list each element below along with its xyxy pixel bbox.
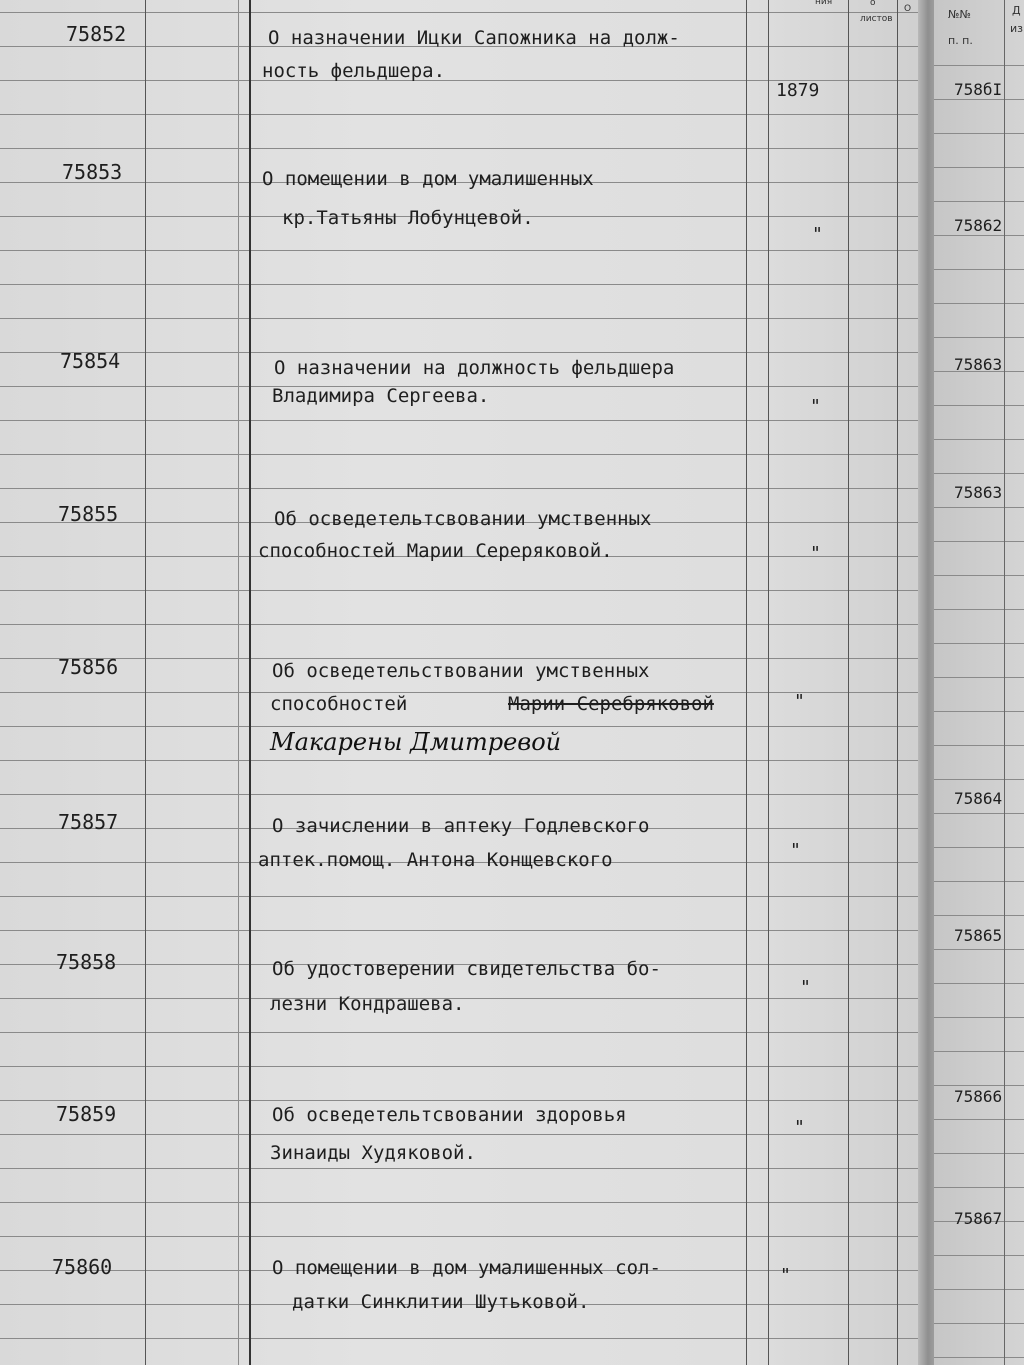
ledger-rule [934, 779, 1024, 780]
entry-number: 75859 [56, 1102, 117, 1126]
ledger-rule [0, 1202, 928, 1203]
ledger-rule [0, 352, 928, 353]
entry-text-line: Зинаиды Худяковой. [270, 1142, 476, 1164]
entry-number: 75856 [58, 655, 119, 679]
next-page-edge [934, 0, 1024, 1365]
ledger-rule [0, 318, 928, 319]
ledger-rule [0, 590, 928, 591]
ledger-rule [0, 148, 928, 149]
ditto-mark: " [780, 1265, 791, 1286]
column-divider [1004, 0, 1005, 1365]
entry-text-line: способностей [270, 693, 408, 715]
column-header-fragment: О [904, 4, 912, 14]
ledger-rule [934, 1119, 1024, 1120]
entry-text-line: Об осведетельствовании умственных [272, 660, 650, 682]
ledger-rule [0, 1236, 928, 1237]
next-page-entry-number: 75863 [954, 355, 1003, 374]
ledger-rule [934, 1051, 1024, 1052]
ledger-rule [934, 1153, 1024, 1154]
column-header-fragment: о [870, 0, 876, 8]
ledger-rule [934, 677, 1024, 678]
column-divider [746, 0, 747, 1365]
ledger-rule [0, 624, 928, 625]
ledger-rule [0, 1100, 928, 1101]
entry-text-line: О назначении Ицки Сапожника на долж- [268, 27, 680, 49]
ledger-rule [0, 1066, 928, 1067]
column-header-sheets: листов [860, 14, 893, 24]
entry-number: 75852 [66, 22, 127, 46]
entry-text-line: Об удостоверении свидетельства бо- [272, 958, 661, 980]
entry-text-line: аптек.помощ. Антона Конщевского [258, 849, 613, 871]
entry-text-line: кр.Татьяны Лобунцевой. [282, 207, 534, 229]
ledger-rule [0, 488, 928, 489]
next-page-entry-number: 75864 [954, 789, 1003, 808]
ledger-rule [0, 12, 928, 13]
ledger-rule [934, 439, 1024, 440]
ledger-rule [934, 1017, 1024, 1018]
ledger-rule [0, 420, 928, 421]
ledger-rule [934, 507, 1024, 508]
ledger-rule [934, 575, 1024, 576]
ledger-rule [934, 643, 1024, 644]
ledger-rule [934, 847, 1024, 848]
ledger-rule [934, 269, 1024, 270]
ditto-mark: " [800, 977, 811, 998]
entry-number: 75858 [56, 950, 117, 974]
ledger-rule [934, 1357, 1024, 1358]
ditto-mark: " [812, 224, 823, 245]
next-page-header-num: №№ [948, 8, 971, 21]
ledger-rule [0, 794, 928, 795]
entry-text-line: Владимира Сергеева. [272, 385, 490, 407]
ledger-rule [934, 813, 1024, 814]
ledger-rule [934, 201, 1024, 202]
next-page-entry-number: 75863 [954, 483, 1003, 502]
ledger-rule [934, 405, 1024, 406]
entry-text-line: Об осведетельтсвовании здоровья [272, 1104, 627, 1126]
entry-text-line: способностей Марии Сереряковой. [258, 540, 613, 562]
ditto-mark: " [790, 840, 801, 861]
ledger-rule [0, 250, 928, 251]
ledger-rule [0, 692, 928, 693]
entry-text-line: датки Синклитии Шутьковой. [292, 1291, 590, 1313]
ledger-rule [934, 337, 1024, 338]
ledger-rule [0, 658, 928, 659]
ditto-mark: " [810, 396, 821, 417]
ledger-rule [0, 114, 928, 115]
column-divider [897, 0, 898, 1365]
ledger-rule [934, 915, 1024, 916]
struck-name: Марии Серебряковой [508, 693, 714, 715]
ledger-rule [934, 133, 1024, 134]
ledger-rule [934, 1323, 1024, 1324]
column-divider [145, 0, 146, 1365]
ledger-rule [0, 1032, 928, 1033]
entry-text-line: О зачислении в аптеку Годлевского [272, 815, 650, 837]
column-divider [768, 0, 769, 1365]
ledger-rule [0, 284, 928, 285]
entry-number: 75853 [62, 160, 123, 184]
entry-text-line: О помещении в дом умалишенных сол- [272, 1257, 661, 1279]
ledger-rule [934, 1255, 1024, 1256]
ledger-rule [0, 760, 928, 761]
ledger-rule [0, 726, 928, 727]
entry-number: 75860 [52, 1255, 113, 1279]
entry-text-line: ность фельдшера. [262, 60, 446, 82]
ledger-rule [0, 896, 928, 897]
ledger-rule [934, 167, 1024, 168]
ledger-rule [934, 1289, 1024, 1290]
ledger-rule [934, 983, 1024, 984]
ledger-rule [934, 99, 1024, 100]
column-divider [848, 0, 849, 1365]
entry-text-line: О помещении в дом умалишенных [262, 168, 594, 190]
entry-text-line: лезни Кондрашева. [270, 993, 465, 1015]
ledger-rule [0, 1168, 928, 1169]
next-page-entry-number: 75866 [954, 1087, 1003, 1106]
entry-text-line: О назначении на должность фельдшера [274, 357, 675, 379]
column-header-fragment: ния [815, 0, 833, 7]
ledger-rule [934, 881, 1024, 882]
column-divider [249, 0, 251, 1365]
ledger-rule [934, 541, 1024, 542]
handwritten-correction: Макарены Дмитревой [270, 728, 562, 756]
next-page-header-fragment: из [1010, 22, 1023, 35]
ditto-mark: " [794, 1117, 805, 1138]
ledger-rule [934, 949, 1024, 950]
ledger-rule [934, 1187, 1024, 1188]
ledger-rule [934, 303, 1024, 304]
next-page-entry-number: 75865 [954, 926, 1003, 945]
ledger-rule [934, 235, 1024, 236]
ledger-rule [0, 1338, 928, 1339]
next-page-header-pp: п. п. [948, 34, 973, 47]
ledger-rule [934, 609, 1024, 610]
next-page-header-fragment: Д [1012, 4, 1021, 17]
entry-number: 75857 [58, 810, 119, 834]
ledger-rule [934, 473, 1024, 474]
ditto-mark: " [794, 691, 805, 712]
ditto-mark: " [810, 543, 821, 564]
entry-year: 1879 [776, 80, 820, 101]
ledger-rule [0, 1134, 928, 1135]
ledger-rule [934, 745, 1024, 746]
entry-number: 75855 [58, 502, 119, 526]
ledger-rule [0, 930, 928, 931]
column-divider [238, 0, 239, 1365]
next-page-entry-number: 758бI [954, 80, 1003, 99]
ledger-rule [0, 454, 928, 455]
entry-number: 75854 [60, 349, 121, 373]
next-page-entry-number: 75862 [954, 216, 1003, 235]
ledger-rule [934, 711, 1024, 712]
next-page-entry-number: 75867 [954, 1209, 1003, 1228]
entry-text-line: Об осведетельтсвовании умственных [274, 508, 652, 530]
ledger-rule [934, 65, 1024, 66]
ledger-rule [934, 1085, 1024, 1086]
